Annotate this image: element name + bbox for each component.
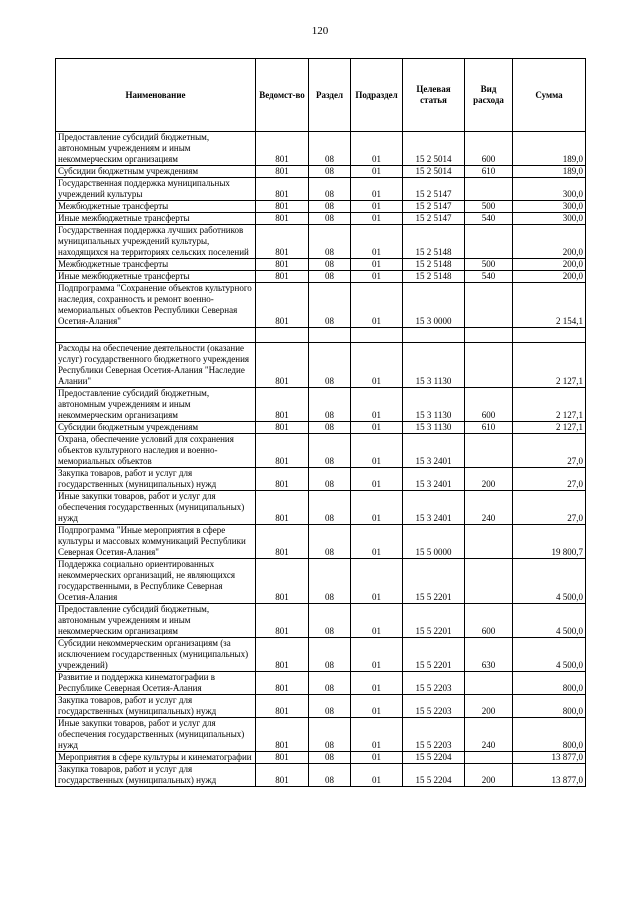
cell-ved: 801 — [256, 422, 309, 434]
cell-vr — [465, 343, 513, 388]
table-row — [56, 468, 586, 491]
cell-razdel: 08 — [309, 434, 351, 468]
cell-podrazdel: 01 — [351, 132, 403, 166]
header-vedomstvo: Ведомст-во — [256, 59, 309, 132]
cell-vr: 200 — [465, 764, 513, 787]
cell-ved: 801 — [256, 525, 309, 559]
cell-sum: 300,0 — [513, 201, 586, 213]
cell-vr: 600 — [465, 388, 513, 422]
cell-name: Предоставление субсидий бюджетным, автономным учреждениям и иным некоммерческим организациям — [56, 604, 256, 638]
header-name: Наименование — [56, 59, 256, 132]
cell-vr — [465, 559, 513, 604]
cell-cs: 15 2 5148 — [403, 225, 465, 259]
cell-vr — [465, 672, 513, 695]
cell-vr — [465, 225, 513, 259]
cell-sum: 200,0 — [513, 225, 586, 259]
cell-ved: 801 — [256, 388, 309, 422]
cell-razdel: 08 — [309, 525, 351, 559]
cell-ved: 801 — [256, 225, 309, 259]
cell-podrazdel: 01 — [351, 178, 403, 201]
table-row — [56, 132, 586, 166]
cell-podrazdel: 01 — [351, 638, 403, 672]
cell-podrazdel: 01 — [351, 559, 403, 604]
cell-razdel: 08 — [309, 166, 351, 178]
cell-razdel: 08 — [309, 178, 351, 201]
cell-sum: 13 877,0 — [513, 764, 586, 787]
table-row — [56, 225, 586, 259]
cell-sum: 189,0 — [513, 132, 586, 166]
cell-sum: 4 500,0 — [513, 559, 586, 604]
cell-vr — [465, 525, 513, 559]
cell-ved: 801 — [256, 434, 309, 468]
cell-podrazdel: 01 — [351, 259, 403, 271]
cell-sum: 300,0 — [513, 213, 586, 225]
table-row — [56, 559, 586, 604]
cell-sum: 27,0 — [513, 468, 586, 491]
cell-podrazdel: 01 — [351, 201, 403, 213]
cell-podrazdel: 01 — [351, 695, 403, 718]
cell-name: Государственная поддержка муниципальных учреждений культуры — [56, 178, 256, 201]
cell-vr: 600 — [465, 604, 513, 638]
table-row — [56, 752, 586, 764]
cell-podrazdel: 01 — [351, 525, 403, 559]
cell-cs: 15 3 1130 — [403, 343, 465, 388]
cell-vr: 200 — [465, 468, 513, 491]
cell-podrazdel: 01 — [351, 718, 403, 752]
table-row — [56, 213, 586, 225]
table-row — [56, 166, 586, 178]
cell-cs: 15 5 2204 — [403, 752, 465, 764]
cell-ved: 801 — [256, 764, 309, 787]
table-row — [56, 638, 586, 672]
cell-name: Подпрограмма "Иные мероприятия в сфере культуры и массовых коммуникаций Республики Северная Осетия-Алания" — [56, 525, 256, 559]
table-row — [56, 259, 586, 271]
cell-cs: 15 2 5014 — [403, 132, 465, 166]
cell-razdel: 08 — [309, 343, 351, 388]
cell-cs: 15 3 2401 — [403, 468, 465, 491]
table-row — [56, 201, 586, 213]
cell-name: Закупка товаров, работ и услуг для государственных (муниципальных) нужд — [56, 695, 256, 718]
cell-razdel: 08 — [309, 213, 351, 225]
cell-podrazdel: 01 — [351, 604, 403, 638]
cell-vr — [465, 752, 513, 764]
table-row — [56, 672, 586, 695]
cell-razdel: 08 — [309, 201, 351, 213]
header-razdel: Раздел — [309, 59, 351, 132]
cell-podrazdel: 01 — [351, 752, 403, 764]
cell-name: Иные закупки товаров, работ и услуг для обеспечения государственных (муниципальных) нужд — [56, 491, 256, 525]
cell-cs: 15 5 2203 — [403, 672, 465, 695]
cell-vr — [465, 434, 513, 468]
cell-razdel: 08 — [309, 638, 351, 672]
cell-razdel: 08 — [309, 225, 351, 259]
cell-cs: 15 5 0000 — [403, 525, 465, 559]
cell-cs: 15 5 2201 — [403, 604, 465, 638]
cell-name: Развитие и поддержка кинематографии в Республике Северная Осетия-Алания — [56, 672, 256, 695]
cell-cs: 15 3 2401 — [403, 491, 465, 525]
cell-ved: 801 — [256, 259, 309, 271]
cell-razdel: 08 — [309, 718, 351, 752]
cell-vr — [465, 178, 513, 201]
cell-sum: 27,0 — [513, 491, 586, 525]
cell-sum: 4 500,0 — [513, 638, 586, 672]
cell-vr: 610 — [465, 166, 513, 178]
cell-ved: 801 — [256, 166, 309, 178]
table-row — [56, 422, 586, 434]
cell-ved: 801 — [256, 201, 309, 213]
cell-cs: 15 2 5147 — [403, 201, 465, 213]
cell-vr: 630 — [465, 638, 513, 672]
cell-name: Субсидии бюджетным учреждениям — [56, 166, 256, 178]
cell-name: Охрана, обеспечение условий для сохранения объектов культурного наследия и военно-мемориальных объектов — [56, 434, 256, 468]
cell-sum: 200,0 — [513, 271, 586, 283]
cell-razdel: 08 — [309, 468, 351, 491]
table-row — [56, 271, 586, 283]
cell-ved: 801 — [256, 638, 309, 672]
cell-ved: 801 — [256, 468, 309, 491]
cell-cs: 15 3 2401 — [403, 434, 465, 468]
table-row — [56, 283, 586, 328]
cell-ved: 801 — [256, 559, 309, 604]
cell-cs: 15 5 2203 — [403, 718, 465, 752]
cell-sum: 800,0 — [513, 672, 586, 695]
table-row — [56, 388, 586, 422]
table-row — [56, 695, 586, 718]
cell-podrazdel: 01 — [351, 422, 403, 434]
cell-razdel: 08 — [309, 752, 351, 764]
table-row — [56, 343, 586, 388]
table-row — [56, 604, 586, 638]
cell-name: Межбюджетные трансферты — [56, 259, 256, 271]
cell-podrazdel: 01 — [351, 491, 403, 525]
cell-podrazdel: 01 — [351, 388, 403, 422]
cell-razdel: 08 — [309, 132, 351, 166]
cell-razdel: 08 — [309, 283, 351, 328]
cell-ved: 801 — [256, 752, 309, 764]
cell-vr: 200 — [465, 695, 513, 718]
cell-razdel: 08 — [309, 491, 351, 525]
cell-sum: 2 127,1 — [513, 422, 586, 434]
cell-cs: 15 5 2201 — [403, 559, 465, 604]
table-row — [56, 764, 586, 787]
cell-cs: 15 5 2201 — [403, 638, 465, 672]
cell-sum: 2 127,1 — [513, 388, 586, 422]
budget-table — [55, 58, 586, 787]
cell-podrazdel: 01 — [351, 283, 403, 328]
cell-ved: 801 — [256, 718, 309, 752]
cell-razdel: 08 — [309, 559, 351, 604]
cell-name: Поддержка социально ориентированных некоммерческих организаций, не являющихся государственными, в Республике Северная Осетия-Алания — [56, 559, 256, 604]
cell-sum: 2 127,1 — [513, 343, 586, 388]
cell-cs: 15 3 0000 — [403, 283, 465, 328]
cell-name: Государственная поддержка лучших работников муниципальных учреждений культуры, находящихся на территориях сельских поселений — [56, 225, 256, 259]
cell-razdel: 08 — [309, 422, 351, 434]
cell-razdel: 08 — [309, 388, 351, 422]
cell-ved: 801 — [256, 283, 309, 328]
cell-name: Субсидии бюджетным учреждениям — [56, 422, 256, 434]
table-row — [56, 434, 586, 468]
cell-name: Субсидии некоммерческим организациям (за исключением государственных (муниципальных) учреждений) — [56, 638, 256, 672]
cell-ved: 801 — [256, 491, 309, 525]
cell-razdel: 08 — [309, 259, 351, 271]
cell-podrazdel: 01 — [351, 166, 403, 178]
cell-sum: 300,0 — [513, 178, 586, 201]
cell-ved: 801 — [256, 271, 309, 283]
table-row — [56, 718, 586, 752]
table-header-row — [56, 59, 586, 132]
header-summa: Сумма — [513, 59, 586, 132]
cell-name: Предоставление субсидий бюджетным, автономным учреждениям и иным некоммерческим организациям — [56, 132, 256, 166]
cell-name: Межбюджетные трансферты — [56, 201, 256, 213]
table-spacer-row — [56, 328, 586, 343]
cell-podrazdel: 01 — [351, 434, 403, 468]
cell-vr: 600 — [465, 132, 513, 166]
cell-razdel: 08 — [309, 271, 351, 283]
cell-ved: 801 — [256, 604, 309, 638]
cell-name: Мероприятия в сфере культуры и кинематографии — [56, 752, 256, 764]
cell-podrazdel: 01 — [351, 672, 403, 695]
cell-name: Предоставление субсидий бюджетным, автономным учреждениям и иным некоммерческим организациям — [56, 388, 256, 422]
cell-podrazdel: 01 — [351, 764, 403, 787]
cell-podrazdel: 01 — [351, 225, 403, 259]
cell-cs: 15 2 5147 — [403, 213, 465, 225]
cell-ved: 801 — [256, 343, 309, 388]
cell-vr: 540 — [465, 213, 513, 225]
cell-sum: 13 877,0 — [513, 752, 586, 764]
cell-podrazdel: 01 — [351, 343, 403, 388]
cell-cs: 15 3 1130 — [403, 422, 465, 434]
header-podrazdel: Подраздел — [351, 59, 403, 132]
cell-name: Закупка товаров, работ и услуг для государственных (муниципальных) нужд — [56, 468, 256, 491]
cell-vr: 610 — [465, 422, 513, 434]
cell-ved: 801 — [256, 695, 309, 718]
table-row — [56, 525, 586, 559]
cell-ved: 801 — [256, 672, 309, 695]
cell-podrazdel: 01 — [351, 271, 403, 283]
cell-razdel: 08 — [309, 604, 351, 638]
cell-name: Иные межбюджетные трансферты — [56, 271, 256, 283]
cell-cs: 15 3 1130 — [403, 388, 465, 422]
cell-sum: 27,0 — [513, 434, 586, 468]
cell-cs: 15 2 5014 — [403, 166, 465, 178]
cell-cs: 15 2 5147 — [403, 178, 465, 201]
cell-ved: 801 — [256, 178, 309, 201]
cell-name: Закупка товаров, работ и услуг для государственных (муниципальных) нужд — [56, 764, 256, 787]
cell-sum: 800,0 — [513, 695, 586, 718]
cell-vr — [465, 283, 513, 328]
table-row — [56, 491, 586, 525]
cell-cs: 15 2 5148 — [403, 259, 465, 271]
cell-sum: 19 800,7 — [513, 525, 586, 559]
cell-name: Подпрограмма "Сохранение объектов культурного наследия, сохранность и ремонт военно-мемориальных объектов Республики Северная Осетия-Алания" — [56, 283, 256, 328]
cell-sum: 200,0 — [513, 259, 586, 271]
cell-razdel: 08 — [309, 672, 351, 695]
cell-name: Иные межбюджетные трансферты — [56, 213, 256, 225]
table-row — [56, 178, 586, 201]
cell-podrazdel: 01 — [351, 213, 403, 225]
cell-cs: 15 5 2203 — [403, 695, 465, 718]
cell-razdel: 08 — [309, 695, 351, 718]
page-number: 120 — [311, 25, 329, 37]
cell-ved: 801 — [256, 132, 309, 166]
cell-vr: 500 — [465, 201, 513, 213]
cell-sum: 4 500,0 — [513, 604, 586, 638]
cell-vr: 500 — [465, 259, 513, 271]
cell-razdel: 08 — [309, 764, 351, 787]
cell-sum: 189,0 — [513, 166, 586, 178]
cell-name: Расходы на обеспечение деятельности (оказание услуг) государственного бюджетного учреждения Республики Северная Осетия-Алания "Наследие Алании" — [56, 343, 256, 388]
table-body — [56, 132, 586, 787]
cell-name: Иные закупки товаров, работ и услуг для обеспечения государственных (муниципальных) нужд — [56, 718, 256, 752]
header-celevaya-statya: Целевая статья — [403, 59, 465, 132]
cell-cs: 15 5 2204 — [403, 764, 465, 787]
cell-vr: 540 — [465, 271, 513, 283]
cell-ved: 801 — [256, 213, 309, 225]
cell-sum: 800,0 — [513, 718, 586, 752]
cell-podrazdel: 01 — [351, 468, 403, 491]
cell-vr: 240 — [465, 718, 513, 752]
cell-vr: 240 — [465, 491, 513, 525]
cell-sum: 2 154,1 — [513, 283, 586, 328]
header-vid-rashoda: Вид расхода — [465, 59, 513, 132]
cell-cs: 15 2 5148 — [403, 271, 465, 283]
